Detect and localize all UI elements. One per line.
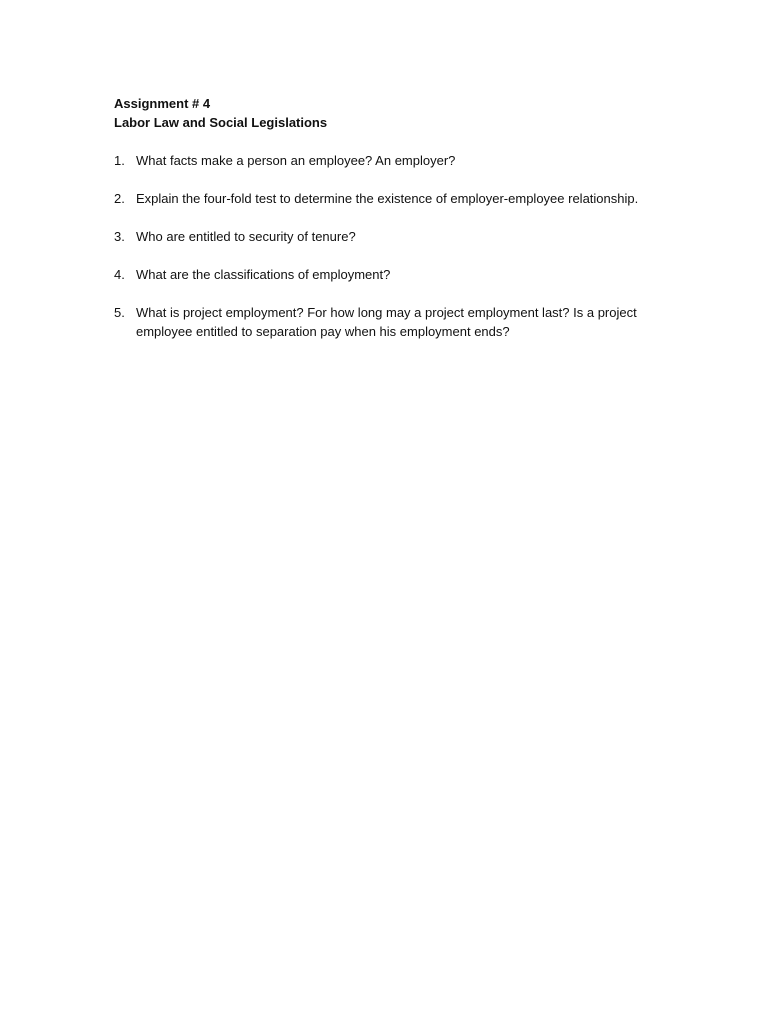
assignment-title: Assignment # 4 xyxy=(114,96,211,111)
question-item-4 xyxy=(114,265,694,284)
document-content xyxy=(114,94,694,360)
question-item-1 xyxy=(114,151,694,170)
question-number: 4. xyxy=(114,267,125,282)
course-title: Labor Law and Social Legislations xyxy=(114,115,328,130)
question-list xyxy=(114,151,694,341)
question-text: Explain the four-fold test to determine the existence of employer-employee relationship. xyxy=(136,191,639,206)
question-text: What is project employment? For how long may a project employment last? Is a project employee entitled to separation pay when his employment ends? xyxy=(136,305,637,339)
question-item-5 xyxy=(114,303,694,341)
question-text: What facts make a person an employee? An employer? xyxy=(136,153,456,168)
question-number: 1. xyxy=(114,153,125,168)
question-text: What are the classifications of employment? xyxy=(136,267,391,282)
question-text: Who are entitled to security of tenure? xyxy=(136,229,356,244)
question-number: 2. xyxy=(114,191,125,206)
question-number: 3. xyxy=(114,229,125,244)
question-item-2 xyxy=(114,189,694,208)
question-number: 5. xyxy=(114,305,125,320)
question-item-3 xyxy=(114,227,694,246)
